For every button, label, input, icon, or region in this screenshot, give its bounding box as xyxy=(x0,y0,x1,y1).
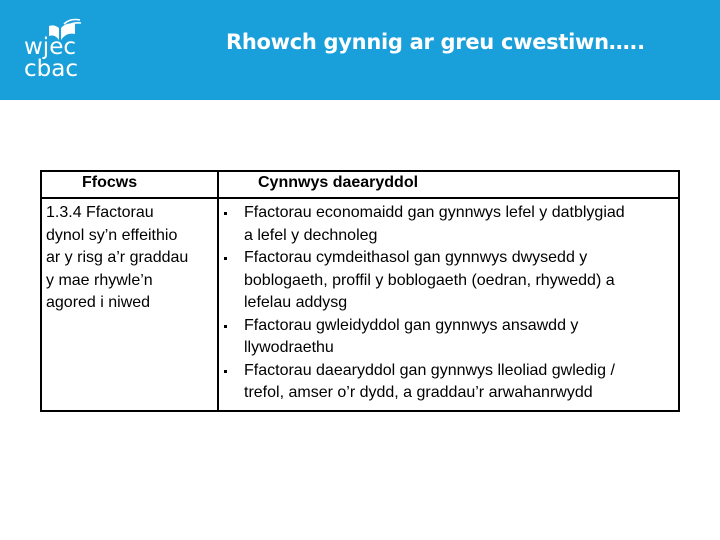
bullet-icon xyxy=(224,212,227,215)
header-banner xyxy=(0,0,720,100)
column-header-content: Cynnwys daearyddol xyxy=(258,174,419,191)
bullet-item-economic xyxy=(228,202,668,247)
content-table xyxy=(40,170,680,412)
bullet-icon xyxy=(224,325,227,328)
bullet-line: Ffactorau economaidd gan gynnwys lefel y datblygiad xyxy=(244,204,625,221)
focus-line: ar y risg a’r graddau xyxy=(46,249,189,266)
bullet-item-political xyxy=(228,315,668,360)
bullet-line: llywodraethu xyxy=(244,339,334,356)
header-row-divider xyxy=(42,197,678,199)
bullet-item-geographical xyxy=(228,360,668,405)
bullet-line: a lefel y dechnoleg xyxy=(244,226,378,244)
bullet-line: boblogaeth, proffil y boblogaeth (oedran, rhywedd) a xyxy=(244,271,615,289)
bullet-line: trefol, amser o’r dydd, a graddau’r arwahanrwydd xyxy=(244,384,593,401)
content-bullet-list xyxy=(228,202,668,405)
page-title: Rhowch gynnig ar greu cwestiwn….. xyxy=(226,30,645,54)
bullet-icon xyxy=(224,370,227,373)
column-header-focus: Ffocws xyxy=(82,174,138,191)
bullet-line: Ffactorau gwleidyddol gan gynnwys ansawdd y xyxy=(244,316,579,334)
logo-line-2: cbac xyxy=(24,56,78,82)
focus-line: 1.3.4 Ffactorau xyxy=(46,204,154,221)
focus-line: dynol sy’n effeithio xyxy=(46,226,178,244)
bullet-item-social xyxy=(228,247,668,315)
column-divider xyxy=(217,172,219,410)
focus-line: agored i niwed xyxy=(46,294,151,311)
wjec-cbac-logo xyxy=(24,36,78,80)
bullet-icon xyxy=(224,257,227,260)
logo-line-1: wjec xyxy=(24,34,76,60)
bullet-line: lefelau addysg xyxy=(244,294,348,311)
bullet-line: Ffactorau cymdeithasol gan gynnwys dwysedd y xyxy=(244,249,588,266)
focus-line: y mae rhywle’n xyxy=(46,271,153,289)
bullet-line: Ffactorau daearyddol gan gynnwys lleoliad gwledig / xyxy=(244,361,615,379)
focus-cell xyxy=(46,202,216,315)
